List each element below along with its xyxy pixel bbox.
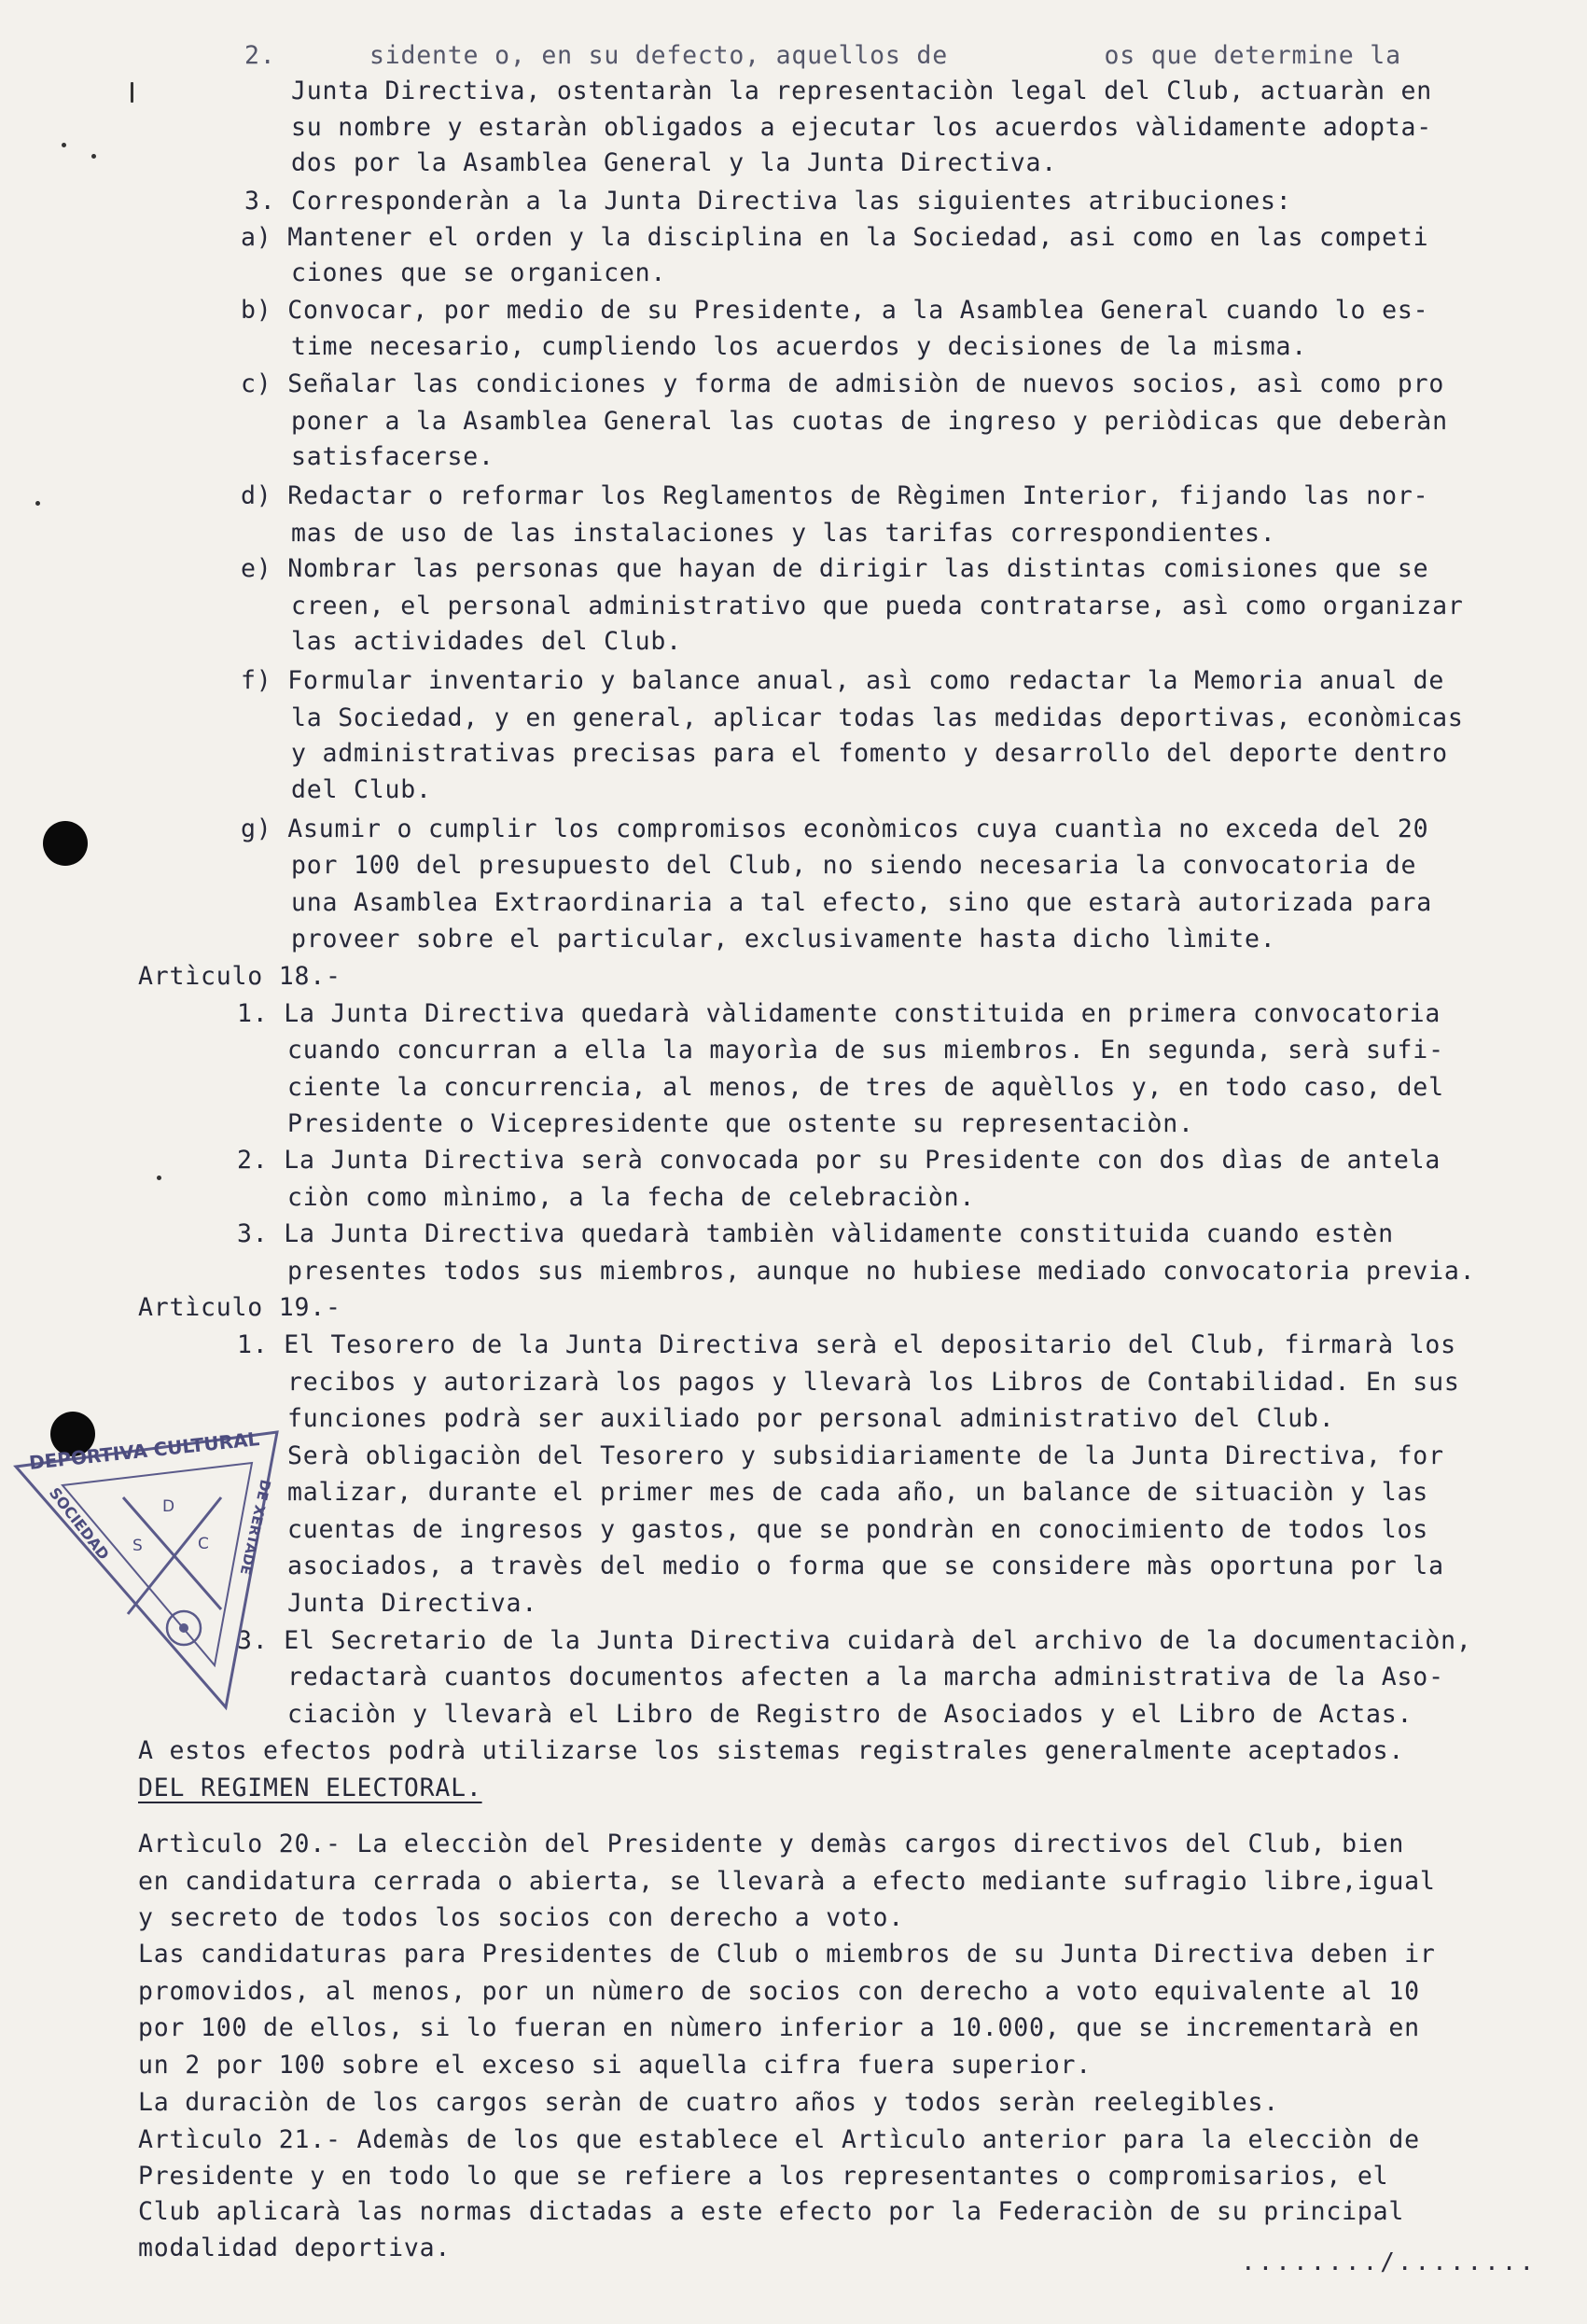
text-line: Artìculo 21.- Ademàs de los que establece el Artìculo anterior para la elecciòn de (138, 2125, 1420, 2154)
text-line: b) Convocar, por medio de su Presidente, a la Asamblea General cuando lo es- (241, 296, 1429, 325)
text-line: Serà obligaciòn del Tesorero y subsidiariamente de la Junta Directiva, for (287, 1441, 1444, 1470)
text-line: 1. El Tesorero de la Junta Directiva serà el depositario del Club, firmarà los (237, 1330, 1456, 1359)
text-line: c) Señalar las condiciones y forma de admisiòn de nuevos socios, asì como pro (241, 369, 1445, 398)
text-line: dos por la Asamblea General y la Junta Directiva. (291, 148, 1057, 177)
text-line: redactarà cuantos documentos afecten a la marcha administrativa de la Aso- (287, 1663, 1444, 1691)
text-line: ciones que se organicen. (291, 258, 667, 287)
text-line: time necesario, cumpliendo los acuerdos y decisiones de la misma. (291, 332, 1308, 361)
text-line: y administrativas precisas para el fomento y desarrollo del deporte dentro (291, 739, 1448, 768)
text-line: y secreto de todos los socios con derecho a voto. (138, 1903, 904, 1932)
text-line: una Asamblea Extraordinaria a tal efecto, sino que estarà autorizada para (291, 888, 1433, 917)
text-line: las actividades del Club. (291, 627, 682, 656)
football-icon-patch (179, 1623, 188, 1633)
club-stamp (11, 1427, 291, 1726)
text-line: cuentas de ingresos y gastos, que se pondràn en conocimiento de todos los (287, 1515, 1429, 1544)
text-line: por 100 del presupuesto del Club, no siendo necesaria la convocatoria de (291, 851, 1417, 880)
text-line: funciones podrà ser auxiliado por personal administrativo del Club. (287, 1404, 1335, 1433)
text-line: 1. La Junta Directiva quedarà vàlidamente constituida en primera convocatoria (237, 999, 1441, 1028)
text-line: 3. Corresponderàn a la Junta Directiva las siguientes atribuciones: (244, 187, 1292, 216)
text-line: su nombre y estaràn obligados a ejecutar los acuerdos vàlidamente adopta- (291, 113, 1433, 142)
text-line: ciòn como mìnimo, a la fecha de celebraciòn. (287, 1183, 976, 1212)
text-line: e) Nombrar las personas que hayan de dirigir las distintas comisiones que se (241, 554, 1429, 583)
text-line: poner a la Asamblea General las cuotas de ingreso y periòdicas que deberàn (291, 407, 1448, 436)
speck (62, 143, 66, 147)
text-line: la Sociedad, y en general, aplicar todas las medidas deportivas, econòmicas (291, 703, 1464, 732)
text-line: a) Mantener el orden y la disciplina en la Sociedad, asi como en las competi (241, 223, 1429, 252)
article-heading: Artìculo 19.- (138, 1293, 341, 1322)
text-line: 2. sidente o, en su defecto, aquellos de os que determine la (244, 41, 1401, 70)
text-line: Junta Directiva, ostentaràn la representaciòn legal del Club, actuaràn en (291, 77, 1433, 105)
text-line: Junta Directiva. (287, 1589, 538, 1618)
text-line: cuando concurran a ella la mayorìa de sus miembros. En segunda, serà sufi- (287, 1036, 1444, 1065)
speck (91, 154, 96, 159)
text-line: proveer sobre el particular, exclusivamente hasta dicho lìmite. (291, 925, 1276, 953)
punch-hole-top (43, 821, 88, 866)
speck (131, 82, 133, 103)
continuation-mark: ......../........ (1241, 2248, 1538, 2276)
text-line: g) Asumir o cumplir los compromisos econòmicos cuya cuantìa no exceda del 20 (241, 814, 1429, 843)
text-line: recibos y autorizarà los pagos y llevarà los Libros de Contabilidad. En sus (287, 1368, 1460, 1397)
speck (35, 501, 40, 506)
stamp-letter-d: D (162, 1497, 175, 1516)
text-line: malizar, durante el primer mes de cada año, un balance de situaciòn y las (287, 1478, 1429, 1507)
text-line: por 100 de ellos, si lo fueran en nùmero inferior a 10.000, que se incrementarà en (138, 2013, 1420, 2042)
text-line: presentes todos sus miembros, aunque no hubiese mediado convocatoria previa. (287, 1257, 1476, 1286)
text-line: modalidad deportiva. (138, 2234, 452, 2262)
text-line: 3. La Junta Directiva quedarà tambièn vàlidamente constituida cuando estèn (237, 1219, 1394, 1248)
stamp-text-right: DE XERTADE (236, 1478, 274, 1577)
text-line: Presidente o Vicepresidente que ostente su representaciòn. (287, 1109, 1194, 1138)
text-line: creen, el personal administrativo que pueda contratarse, asì como organizar (291, 591, 1464, 620)
text-line: mas de uso de las instalaciones y las tarifas correspondientes. (291, 519, 1276, 548)
stamp-inner-triangle (63, 1463, 252, 1665)
text-line: en candidatura cerrada o abierta, se llevarà a efecto mediante sufragio libre,igual (138, 1867, 1436, 1896)
text-line: 2. La Junta Directiva serà convocada por su Presidente con dos dìas de antela (237, 1146, 1441, 1175)
text-line: satisfacerse. (291, 442, 494, 471)
text-line: ciaciòn y llevarà el Libro de Registro de Asociados y el Libro de Actas. (287, 1700, 1413, 1729)
text-line: asociados, a travès del medio o forma que se considere màs oportuna por la (287, 1552, 1444, 1580)
speck (157, 1176, 161, 1180)
text-line: A estos efectos podrà utilizarse los sistemas registrales generalmente aceptados. (138, 1736, 1405, 1765)
stamp-text-top: DEPORTIVA CULTURAL (27, 1427, 261, 1474)
text-line: Las candidaturas para Presidentes de Club o miembros de su Junta Directiva deben ir (138, 1940, 1436, 1969)
text-line: d) Redactar o reformar los Reglamentos de Règimen Interior, fijando las nor- (241, 481, 1429, 510)
text-line: 3. El Secretario de la Junta Directiva cuidarà del archivo de la documentaciòn, (237, 1626, 1472, 1655)
text-line: La duraciòn de los cargos seràn de cuatro años y todos seràn reelegibles. (138, 2088, 1280, 2117)
section-heading: DEL REGIMEN ELECTORAL. (138, 1774, 482, 1802)
text-line: un 2 por 100 sobre el exceso si aquella cifra fuera superior. (138, 2051, 1093, 2080)
stamp-letter-s: S (132, 1537, 143, 1555)
text-line: Presidente y en todo lo que se refiere a los representantes o compromisarios, el (138, 2162, 1389, 2191)
text-line: promovidos, al menos, por un nùmero de socios con derecho a voto equivalente al 10 (138, 1977, 1420, 2006)
text-line: f) Formular inventario y balance anual, asì como redactar la Memoria anual de (241, 666, 1445, 695)
stamp-text-left: SOCIEDAD (45, 1483, 113, 1564)
text-line: Club aplicarà las normas dictadas a este efecto por la Federaciòn de su principal (138, 2197, 1405, 2226)
text-line: Artìculo 20.- La elecciòn del Presidente y demàs cargos directivos del Club, bien (138, 1830, 1405, 1858)
text-line: ciente la concurrencia, al menos, de tres de aquèllos y, en todo caso, del (287, 1073, 1444, 1102)
text-line: del Club. (291, 775, 432, 804)
stamp-letter-c: C (198, 1535, 209, 1553)
article-heading: Artìculo 18.- (138, 962, 341, 991)
